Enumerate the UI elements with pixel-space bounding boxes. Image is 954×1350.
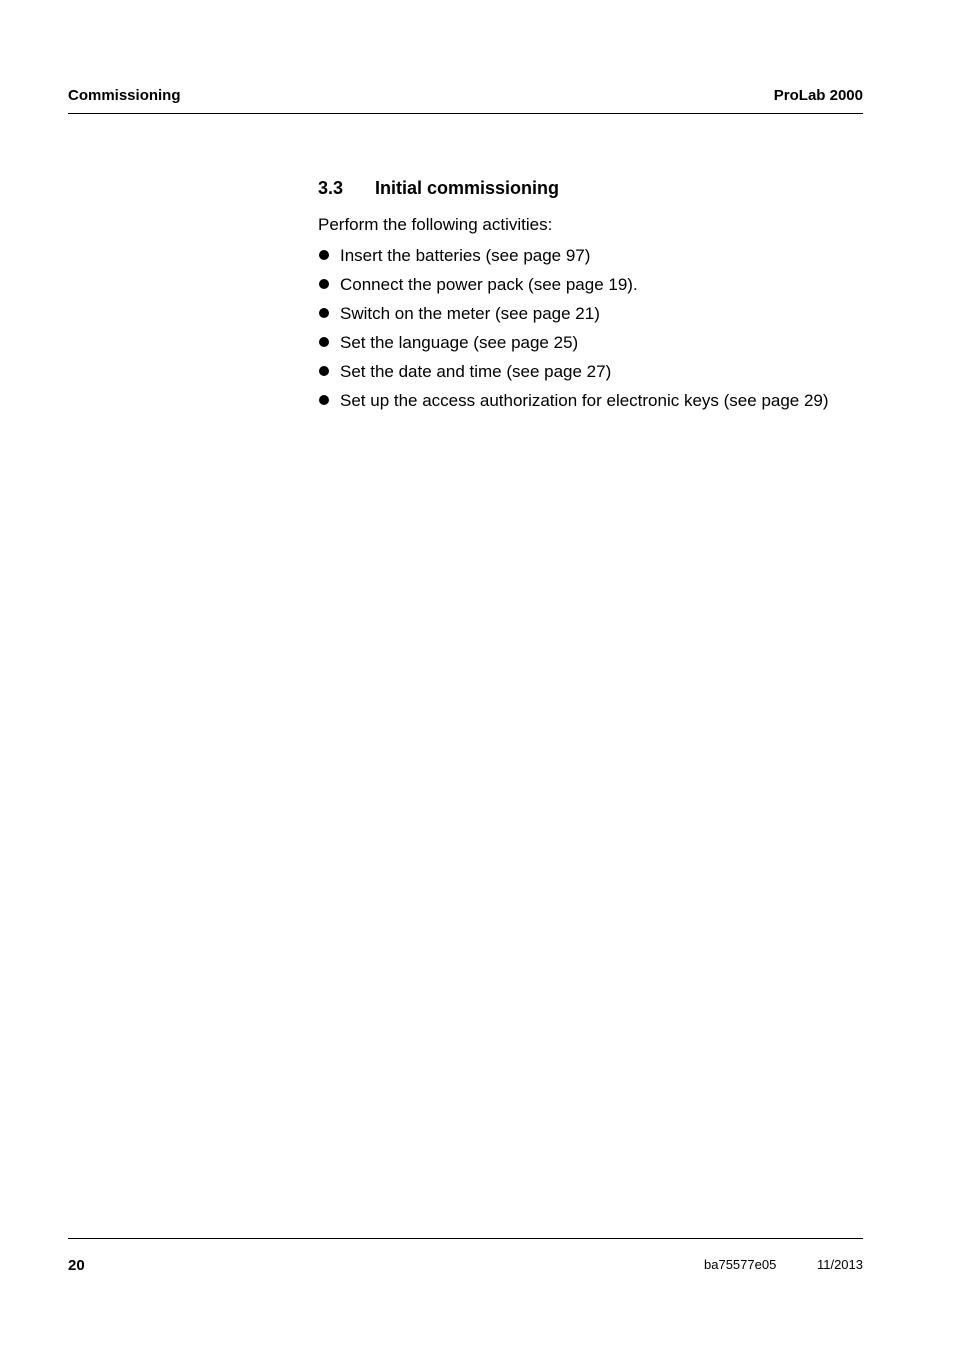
bullet-icon [319, 395, 329, 405]
list-item-text: Set the date and time (see page 27) [340, 362, 612, 381]
bullet-icon [319, 337, 329, 347]
list-item-text: Insert the batteries (see page 97) [340, 246, 591, 265]
list-item [318, 241, 878, 270]
list-item [318, 299, 878, 328]
list-item-text: Switch on the meter (see page 21) [340, 304, 600, 323]
section-heading [318, 176, 878, 200]
intro-text: Perform the following activities: [318, 215, 553, 234]
section-number: 3.3 [318, 178, 344, 198]
list-item-text: Set up the access authorization for electronic keys (see page 29) [340, 391, 829, 410]
section-title: Initial commissioning [375, 178, 560, 198]
activity-list [318, 241, 878, 415]
list-item [318, 328, 878, 357]
list-item [318, 357, 878, 386]
header-section-title: Commissioning [68, 87, 181, 104]
document-date: 11/2013 [816, 1257, 863, 1272]
footer-divider [68, 1238, 863, 1239]
list-item [318, 386, 878, 415]
list-item-text: Connect the power pack (see page 19). [340, 275, 638, 294]
page-number: 20 [68, 1257, 85, 1274]
bullet-icon [319, 279, 329, 289]
list-item [318, 270, 878, 299]
header-divider [68, 113, 863, 114]
bullet-icon [319, 366, 329, 376]
section-initial-commissioning [318, 176, 878, 415]
document-id: ba75577e05 [704, 1257, 777, 1272]
list-item-text: Set the language (see page 25) [340, 333, 579, 352]
header-product-name: ProLab 2000 [773, 87, 863, 104]
bullet-icon [319, 308, 329, 318]
bullet-icon [319, 250, 329, 260]
